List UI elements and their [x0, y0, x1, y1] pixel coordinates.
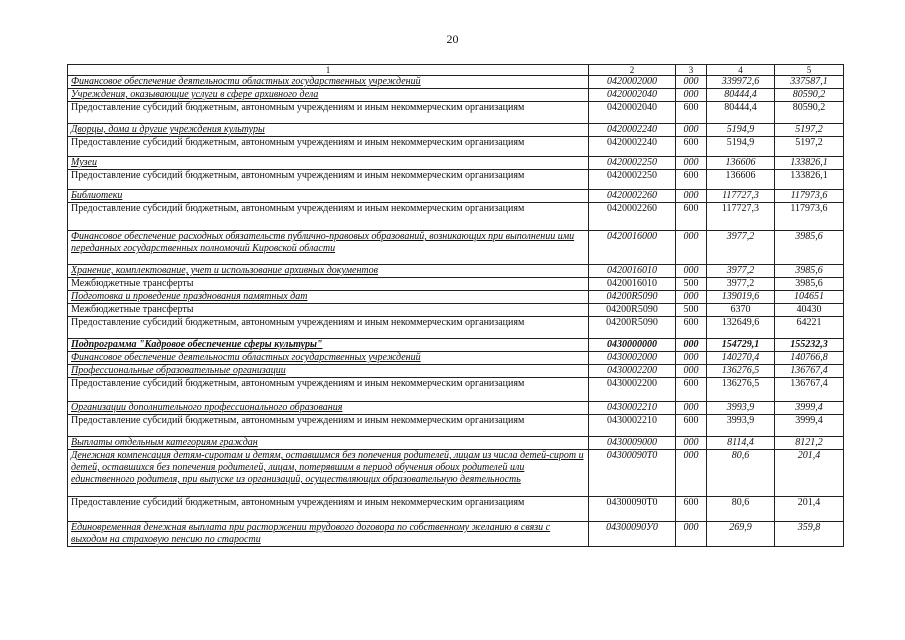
- row-name: Межбюджетные трансферты: [71, 304, 194, 315]
- row-code: 0420002040: [589, 89, 676, 102]
- row-name: Хранение, комплектование, учет и использование архивных документов: [71, 265, 378, 276]
- row-code: 0430002200: [589, 365, 676, 378]
- table-row: [68, 365, 844, 378]
- row-name-cell: [68, 437, 589, 450]
- row-value-2026: 337587,1: [775, 76, 844, 89]
- table-row: [68, 231, 844, 265]
- row-expense-type: 000: [676, 76, 707, 89]
- row-value-2025: 136606: [707, 157, 775, 170]
- table-row: [68, 89, 844, 102]
- row-code: 0420016010: [589, 278, 676, 291]
- row-expense-type: 600: [676, 317, 707, 339]
- row-name: Предоставление субсидий бюджетным, автономным учреждениям и иным некоммерческим организациям: [71, 497, 525, 508]
- row-code: 04300090Т0: [589, 450, 676, 497]
- row-value-2026: 3985,6: [775, 231, 844, 265]
- row-name: Единовременная денежная выплата при расторжении трудового договора по собственному желанию в связи с выходом на страховую пенсию по старости: [71, 522, 551, 545]
- row-name: Учреждения, оказывающие услуги в сфере архивного дела: [71, 89, 319, 100]
- budget-table-body: [68, 65, 844, 547]
- budget-table: [67, 64, 844, 547]
- table-row: [68, 76, 844, 89]
- row-code: 0430002200: [589, 378, 676, 402]
- row-expense-type: 000: [676, 402, 707, 415]
- row-expense-type: 500: [676, 278, 707, 291]
- row-value-2025: 136276,5: [707, 378, 775, 402]
- row-expense-type: 600: [676, 497, 707, 522]
- table-row: [68, 522, 844, 547]
- column-number: 2: [589, 65, 676, 76]
- row-value-2026: 133826,1: [775, 157, 844, 170]
- row-name-cell: [68, 89, 589, 102]
- row-expense-type: 000: [676, 450, 707, 497]
- row-code: 04200R5090: [589, 317, 676, 339]
- row-value-2026: 64221: [775, 317, 844, 339]
- table-row: [68, 378, 844, 402]
- table-row: [68, 352, 844, 365]
- row-value-2025: 117727,3: [707, 190, 775, 203]
- row-expense-type: 000: [676, 265, 707, 278]
- row-code: 04200R5090: [589, 291, 676, 304]
- row-value-2026: 133826,1: [775, 170, 844, 190]
- row-expense-type: 000: [676, 339, 707, 352]
- row-value-2026: 80590,2: [775, 89, 844, 102]
- table-row: [68, 415, 844, 437]
- row-code: 04300090У0: [589, 522, 676, 547]
- row-value-2026: 140766,8: [775, 352, 844, 365]
- row-name-cell: [68, 124, 589, 137]
- row-code: 04300090Т0: [589, 497, 676, 522]
- row-name-cell: [68, 137, 589, 157]
- row-name-cell: [68, 365, 589, 378]
- row-code: 0420016000: [589, 231, 676, 265]
- row-expense-type: 000: [676, 365, 707, 378]
- row-value-2025: 139019,6: [707, 291, 775, 304]
- row-name: Предоставление субсидий бюджетным, автономным учреждениям и иным некоммерческим организациям: [71, 102, 525, 113]
- row-name: Выплаты отдельным категориям граждан: [71, 437, 258, 448]
- row-name-cell: [68, 450, 589, 497]
- row-code: 04200R5090: [589, 304, 676, 317]
- row-name: Подпрограмма "Кадровое обеспечение сферы культуры": [71, 339, 323, 350]
- row-name-cell: [68, 352, 589, 365]
- column-number: 1: [68, 65, 589, 76]
- page-number: 20: [446, 32, 459, 46]
- row-expense-type: 000: [676, 291, 707, 304]
- row-expense-type: 500: [676, 304, 707, 317]
- column-number-row: [68, 65, 844, 76]
- row-value-2025: 5194,9: [707, 137, 775, 157]
- table-row: [68, 339, 844, 352]
- row-code: 0430009000: [589, 437, 676, 450]
- row-name: Музеи: [71, 157, 97, 168]
- row-name: Финансовое обеспечение деятельности областных государственных учреждений: [71, 76, 421, 87]
- table-row: [68, 497, 844, 522]
- row-code: 0430002000: [589, 352, 676, 365]
- row-name-cell: [68, 170, 589, 190]
- table-row: [68, 157, 844, 170]
- row-expense-type: 600: [676, 102, 707, 124]
- row-value-2025: 140270,4: [707, 352, 775, 365]
- table-row: [68, 170, 844, 190]
- row-code: 0420002040: [589, 102, 676, 124]
- row-expense-type: 600: [676, 378, 707, 402]
- row-value-2025: 3993,9: [707, 415, 775, 437]
- table-row: [68, 278, 844, 291]
- row-value-2026: 136767,4: [775, 378, 844, 402]
- row-code: 0430002210: [589, 402, 676, 415]
- row-name-cell: [68, 231, 589, 265]
- row-name: Денежная компенсация детям-сиротам и детям, оставшимся без попечения родителей, лицам из числа детей-сирот и детей, оставшихся без попечения родителей, лицам, потерявшим в период обучения обоих родителей или единственного родителя, при выпуске из организаций, осуществляющих образовательную деятельность: [71, 450, 584, 485]
- row-name: Предоставление субсидий бюджетным, автономным учреждениям и иным некоммерческим организациям: [71, 137, 525, 148]
- row-value-2025: 5194,9: [707, 124, 775, 137]
- row-name: Предоставление субсидий бюджетным, автономным учреждениям и иным некоммерческим организациям: [71, 378, 525, 389]
- row-value-2025: 3993,9: [707, 402, 775, 415]
- row-value-2025: 3977,2: [707, 278, 775, 291]
- row-name: Предоставление субсидий бюджетным, автономным учреждениям и иным некоммерческим организациям: [71, 203, 525, 214]
- column-number: 4: [707, 65, 775, 76]
- row-name-cell: [68, 76, 589, 89]
- table-row: [68, 102, 844, 124]
- row-expense-type: 000: [676, 190, 707, 203]
- row-value-2025: 269,9: [707, 522, 775, 547]
- table-row: [68, 124, 844, 137]
- row-value-2026: 155232,3: [775, 339, 844, 352]
- table-row: [68, 265, 844, 278]
- row-name-cell: [68, 157, 589, 170]
- row-name-cell: [68, 102, 589, 124]
- row-value-2025: 3977,2: [707, 231, 775, 265]
- row-value-2026: 136767,4: [775, 365, 844, 378]
- row-value-2026: 5197,2: [775, 124, 844, 137]
- row-name: Предоставление субсидий бюджетным, автономным учреждениям и иным некоммерческим организациям: [71, 170, 525, 181]
- table-row: [68, 304, 844, 317]
- row-value-2026: 104651: [775, 291, 844, 304]
- row-name-cell: [68, 317, 589, 339]
- row-value-2026: 117973,6: [775, 203, 844, 231]
- row-value-2025: 80,6: [707, 450, 775, 497]
- row-name-cell: [68, 522, 589, 547]
- table-row: [68, 291, 844, 304]
- row-value-2026: 3985,6: [775, 278, 844, 291]
- row-name-cell: [68, 497, 589, 522]
- column-number: 3: [676, 65, 707, 76]
- row-code: 0420002000: [589, 76, 676, 89]
- row-expense-type: 600: [676, 137, 707, 157]
- row-expense-type: 600: [676, 203, 707, 231]
- row-value-2026: 3999,4: [775, 415, 844, 437]
- row-expense-type: 000: [676, 89, 707, 102]
- row-name: Подготовка и проведение празднования памятных дат: [71, 291, 308, 302]
- row-value-2026: 40430: [775, 304, 844, 317]
- row-expense-type: 600: [676, 415, 707, 437]
- row-name: Финансовое обеспечение расходных обязательств публично-правовых образований, возникающих при выполнении ими переданных государственных полномочий Кировской области: [71, 231, 575, 254]
- row-name-cell: [68, 265, 589, 278]
- row-value-2025: 117727,3: [707, 203, 775, 231]
- row-value-2026: 201,4: [775, 497, 844, 522]
- row-name: Финансовое обеспечение деятельности областных государственных учреждений: [71, 352, 421, 363]
- row-name-cell: [68, 402, 589, 415]
- row-value-2026: 201,4: [775, 450, 844, 497]
- table-row: [68, 402, 844, 415]
- row-value-2026: 80590,2: [775, 102, 844, 124]
- row-code: 0430000000: [589, 339, 676, 352]
- row-value-2025: 3977,2: [707, 265, 775, 278]
- row-code: 0420002260: [589, 203, 676, 231]
- row-name-cell: [68, 291, 589, 304]
- row-name: Межбюджетные трансферты: [71, 278, 194, 289]
- table-row: [68, 317, 844, 339]
- row-name-cell: [68, 278, 589, 291]
- row-value-2026: 8121,2: [775, 437, 844, 450]
- row-value-2025: 80444,4: [707, 89, 775, 102]
- table-row: [68, 190, 844, 203]
- table-row: [68, 450, 844, 497]
- row-value-2025: 136606: [707, 170, 775, 190]
- row-value-2025: 136276,5: [707, 365, 775, 378]
- row-name: Предоставление субсидий бюджетным, автономным учреждениям и иным некоммерческим организациям: [71, 317, 525, 328]
- row-expense-type: 000: [676, 124, 707, 137]
- row-name-cell: [68, 203, 589, 231]
- row-name-cell: [68, 304, 589, 317]
- row-value-2026: 3999,4: [775, 402, 844, 415]
- row-value-2025: 339972,6: [707, 76, 775, 89]
- row-name-cell: [68, 378, 589, 402]
- row-name: Библиотеки: [71, 190, 123, 201]
- table-row: [68, 137, 844, 157]
- row-expense-type: 000: [676, 437, 707, 450]
- row-code: 0420016010: [589, 265, 676, 278]
- row-name-cell: [68, 190, 589, 203]
- row-value-2026: 359,8: [775, 522, 844, 547]
- row-value-2025: 80444,4: [707, 102, 775, 124]
- row-expense-type: 000: [676, 157, 707, 170]
- row-code: 0420002240: [589, 124, 676, 137]
- row-code: 0420002260: [589, 190, 676, 203]
- row-value-2025: 132649,6: [707, 317, 775, 339]
- table-row: [68, 203, 844, 231]
- row-name: Профессиональные образовательные организации: [71, 365, 286, 376]
- row-value-2025: 154729,1: [707, 339, 775, 352]
- row-name: Организации дополнительного профессионального образования: [71, 402, 343, 413]
- row-expense-type: 600: [676, 170, 707, 190]
- row-name: Предоставление субсидий бюджетным, автономным учреждениям и иным некоммерческим организациям: [71, 415, 525, 426]
- row-name-cell: [68, 415, 589, 437]
- row-value-2025: 8114,4: [707, 437, 775, 450]
- row-code: 0420002250: [589, 170, 676, 190]
- row-code: 0420002240: [589, 137, 676, 157]
- row-value-2025: 6370: [707, 304, 775, 317]
- row-value-2026: 117973,6: [775, 190, 844, 203]
- row-value-2026: 5197,2: [775, 137, 844, 157]
- row-code: 0430002210: [589, 415, 676, 437]
- table-row: [68, 437, 844, 450]
- row-value-2026: 3985,6: [775, 265, 844, 278]
- row-expense-type: 000: [676, 522, 707, 547]
- row-expense-type: 000: [676, 352, 707, 365]
- row-name: Дворцы, дома и другие учреждения культуры: [71, 124, 265, 135]
- row-name-cell: [68, 339, 589, 352]
- row-value-2025: 80,6: [707, 497, 775, 522]
- row-code: 0420002250: [589, 157, 676, 170]
- column-number: 5: [775, 65, 844, 76]
- row-expense-type: 000: [676, 231, 707, 265]
